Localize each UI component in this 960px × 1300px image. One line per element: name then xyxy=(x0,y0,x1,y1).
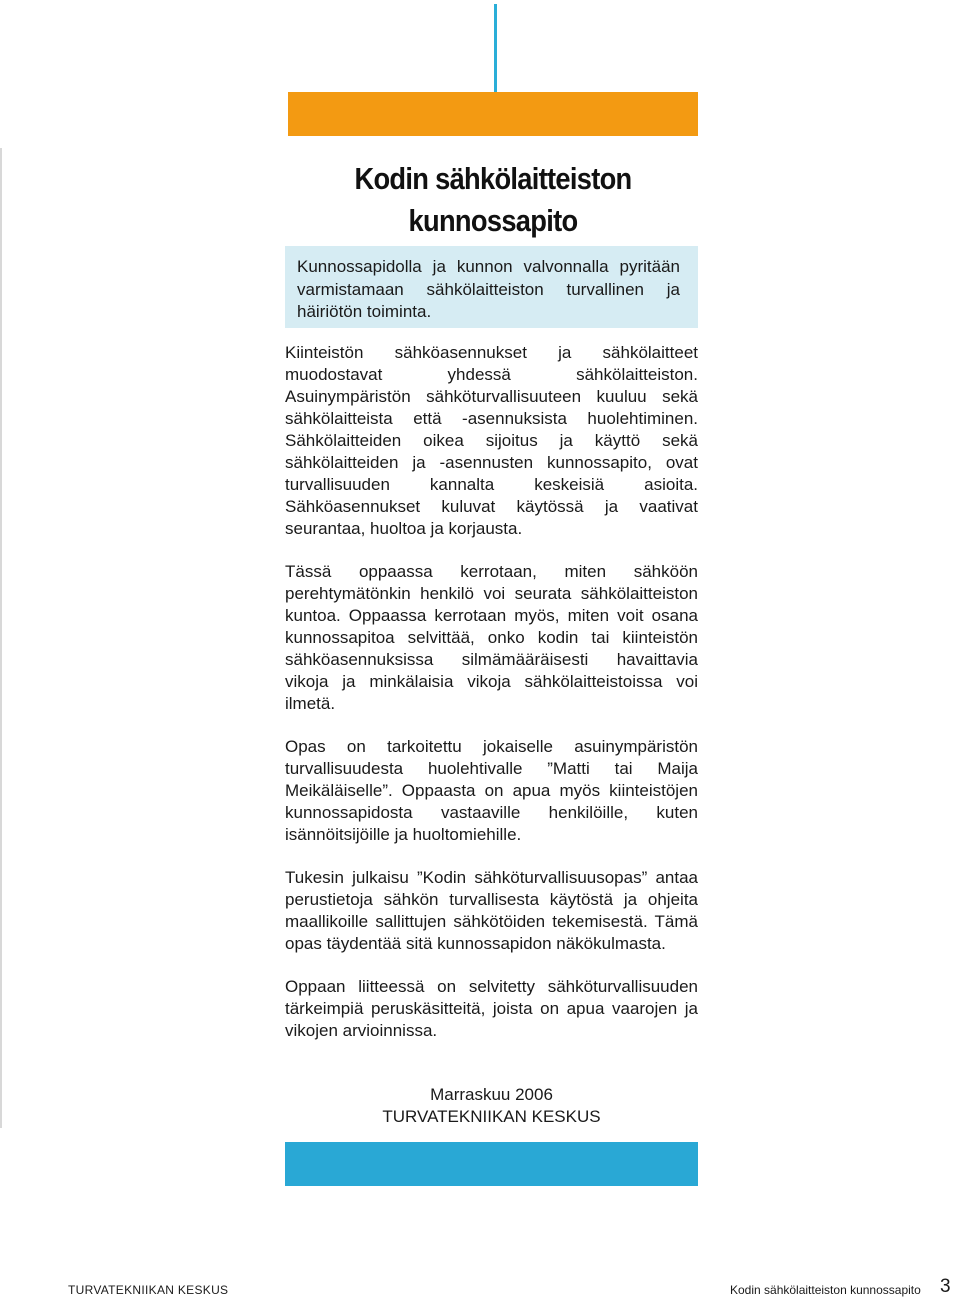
paragraph-2: Tässä oppaassa kerrotaan, miten sähköön perehtymätönkin henkilö voi seurata sähkölaitteiston kuntoa. Oppaassa kerrotaan myös, miten voit osana kunnossapitoa selvittää, onko kodin tai kiinteistön sähköasennuksissa silmämääräisesti havaittavia vikoja ja minkälaisia vikoja sähkölaitteistoissa voi ilmetä. xyxy=(285,562,698,713)
paragraph-4: Tukesin julkaisu ”Kodin sähköturvallisuusopas” antaa perustietoja sähkön turvallisesta käytöstä ja ohjeita maallikoille sallittujen sähkötöiden tekemisestä. Tämä opas täydentää sitä kunnossapidon näkökulmasta. xyxy=(285,868,698,953)
footer-publisher: TURVATEKNIIKAN KESKUS xyxy=(68,1283,229,1297)
left-margin-rule xyxy=(0,148,2,1128)
blue-footer-bar xyxy=(285,1142,698,1186)
page-number: 3 xyxy=(940,1276,951,1297)
top-accent-line xyxy=(494,4,497,92)
signature-organization: TURVATEKNIIKAN KESKUS xyxy=(382,1107,601,1126)
orange-header-bar xyxy=(288,92,698,136)
signature-block xyxy=(285,1084,698,1128)
intro-box xyxy=(285,246,698,328)
signature-date: Marraskuu 2006 xyxy=(430,1085,553,1104)
page-title xyxy=(313,158,674,242)
intro-text: Kunnossapidolla ja kunnon valvonnalla pyritään varmistamaan sähkölaitteiston turvallinen ja häiriötön toiminta. xyxy=(297,257,680,321)
paragraph-1: Kiinteistön sähköasennukset ja sähkölaitteet muodostavat yhdessä sähkölaitteiston. Asuinympäristön sähköturvallisuuteen kuuluu sekä sähkölaitteista että -asennuksista huolehtiminen. Sähkölaitteiden oikea sijoitus ja käyttö sekä sähkölaitteiden ja -asennusten kunnossapito, ovat turvallisuuden kannalta keskeisiä asioita. Sähköasennukset kuluvat käytössä ja vaativat seurantaa, huoltoa ja korjausta. xyxy=(285,343,698,538)
paragraph-5: Oppaan liitteessä on selvitetty sähköturvallisuuden tärkeimpiä peruskäsitteitä, joista on apua vaarojen ja vikojen arvioinnissa. xyxy=(285,977,698,1040)
body-text xyxy=(285,342,698,1063)
paragraph-3: Opas on tarkoitettu jokaiselle asuinympäristön turvallisuudesta huolehtivalle ”Matti tai Maija Meikäläiselle”. Oppaasta on apua myös kiinteistöjen kunnossapidosta vastaaville henkilöille, kuten isännöitsijöille ja huoltomiehille. xyxy=(285,737,698,844)
footer-document-title: Kodin sähkölaitteiston kunnossapito xyxy=(730,1283,921,1297)
title-line-2: kunnossapito xyxy=(408,203,578,238)
title-line-1: Kodin sähkölaitteiston xyxy=(354,161,632,196)
